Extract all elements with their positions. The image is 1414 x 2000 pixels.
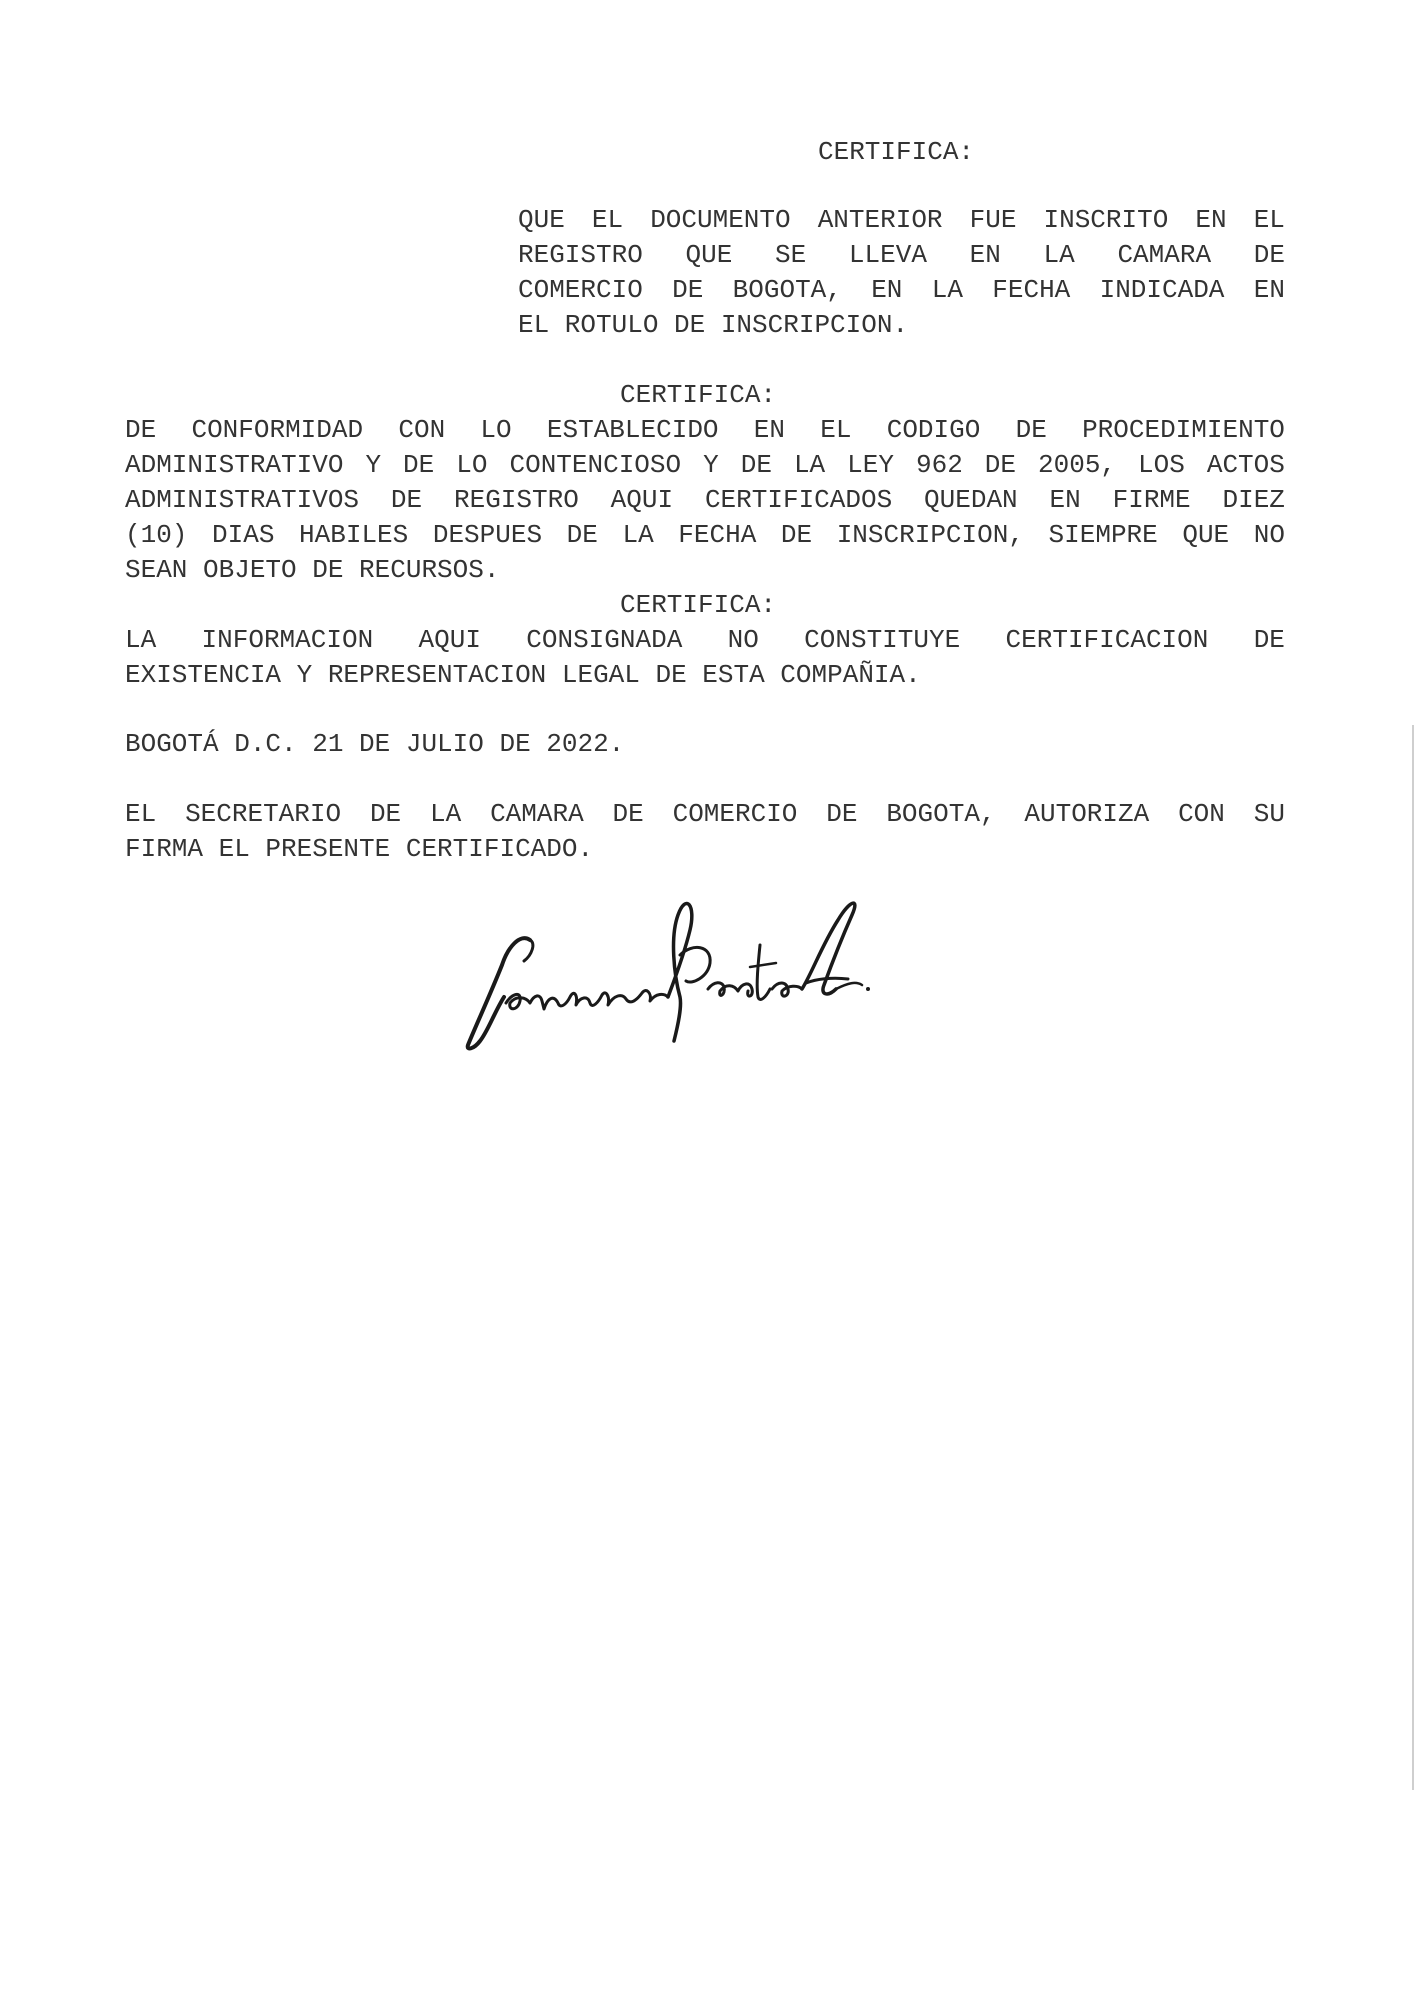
word: EL xyxy=(820,415,852,445)
word: Y xyxy=(703,450,719,480)
signature-icon xyxy=(460,885,940,1055)
word: DE xyxy=(390,485,423,515)
word: DE xyxy=(566,520,598,550)
word: DE xyxy=(740,450,772,480)
word: EL xyxy=(1253,205,1285,235)
word: LEY xyxy=(847,450,894,480)
word: EN xyxy=(1195,205,1227,235)
word: QUE xyxy=(1182,520,1230,550)
word: DE xyxy=(612,799,644,829)
section3-line-1 xyxy=(125,623,1285,658)
word: EN xyxy=(753,415,785,445)
section1-line-1 xyxy=(518,203,1285,238)
word: Y xyxy=(365,450,382,480)
word: CERTIFICADOS xyxy=(704,485,893,515)
word: 2005, xyxy=(1038,450,1117,480)
word: LA xyxy=(430,799,462,829)
word: EL xyxy=(125,799,157,829)
word: AQUI xyxy=(418,625,481,655)
word: LA xyxy=(1043,240,1075,270)
word: CONSTITUYE xyxy=(804,625,961,655)
word: LA xyxy=(931,275,963,305)
word: DIEZ xyxy=(1222,485,1285,515)
word: CONTENCIOSO xyxy=(509,450,682,480)
section2-line-2 xyxy=(125,448,1285,483)
word: CONSIGNADA xyxy=(526,625,683,655)
word: FIRME xyxy=(1112,485,1191,515)
word: QUE xyxy=(685,240,733,270)
word: DE xyxy=(369,799,402,829)
word: DE xyxy=(1253,625,1285,655)
word: DE xyxy=(672,275,704,305)
word: LA xyxy=(793,450,826,480)
word: QUEDAN xyxy=(924,485,1018,515)
section1-heading: CERTIFICA: xyxy=(818,137,975,167)
word: DE xyxy=(826,799,858,829)
word: INSCRITO xyxy=(1043,205,1169,235)
word: EN xyxy=(1049,485,1081,515)
word: DE xyxy=(125,415,157,445)
section1-body xyxy=(518,203,1285,343)
word: CON xyxy=(1178,799,1225,829)
word: DOCUMENTO xyxy=(650,205,791,235)
section1-line-2 xyxy=(518,238,1285,273)
section2-line-5: SEAN OBJETO DE RECURSOS. xyxy=(125,555,500,585)
section1-line-4: EL ROTULO DE INSCRIPCION. xyxy=(518,310,909,340)
section2-heading: CERTIFICA: xyxy=(620,380,777,410)
word: CODIGO xyxy=(886,415,981,445)
word: ADMINISTRATIVO xyxy=(125,450,344,480)
word: DE xyxy=(984,450,1017,480)
word: CAMARA xyxy=(1117,240,1212,270)
word: EL xyxy=(591,205,624,235)
section2-line-1 xyxy=(125,413,1285,448)
word: NO xyxy=(1253,520,1285,550)
word: ACTOS xyxy=(1206,450,1285,480)
word: EN xyxy=(1253,275,1285,305)
secretary-body xyxy=(125,797,1285,867)
word: CERTIFICACION xyxy=(1005,625,1209,655)
word: FECHA xyxy=(992,275,1071,305)
word: PROCEDIMIENTO xyxy=(1082,415,1285,445)
secretary-line-1 xyxy=(125,797,1285,832)
word: LO xyxy=(456,450,488,480)
word: ADMINISTRATIVOS xyxy=(125,485,360,515)
word: FUE xyxy=(969,205,1017,235)
word: COMERCIO xyxy=(672,799,798,829)
word: BOGOTA, xyxy=(886,799,996,829)
word: (10) xyxy=(125,520,188,550)
word: CAMARA xyxy=(490,799,584,829)
section1-line-3 xyxy=(518,273,1285,308)
word: INSCRIPCION, xyxy=(836,520,1024,550)
word: LOS xyxy=(1138,450,1185,480)
word: LA xyxy=(622,520,654,550)
word: DE xyxy=(403,450,435,480)
word: CON xyxy=(398,415,446,445)
word: NO xyxy=(727,625,759,655)
section2-line-3 xyxy=(125,483,1285,518)
word: ANTERIOR xyxy=(817,205,943,235)
word: AUTORIZA xyxy=(1024,799,1150,829)
word: 962 xyxy=(915,450,963,480)
word: QUE xyxy=(518,205,565,235)
word: INFORMACION xyxy=(201,625,374,655)
word: CONFORMIDAD xyxy=(191,415,364,445)
section2-line-4 xyxy=(125,518,1285,553)
section3-line-2: EXISTENCIA Y REPRESENTACION LEGAL DE ESTA COMPAÑIA. xyxy=(125,660,921,690)
word: SE xyxy=(775,240,807,270)
word: REGISTRO xyxy=(453,485,579,515)
section3-heading: CERTIFICA: xyxy=(620,590,777,620)
word: FECHA xyxy=(678,520,757,550)
word: EN xyxy=(871,275,903,305)
word: DE xyxy=(1253,240,1285,270)
word: LA xyxy=(125,625,157,655)
date-line: BOGOTÁ D.C. 21 DE JULIO DE 2022. xyxy=(125,729,625,759)
word: SECRETARIO xyxy=(185,799,342,829)
word: INDICADA xyxy=(1099,275,1225,305)
secretary-line-2: FIRMA EL PRESENTE CERTIFICADO. xyxy=(125,834,594,864)
word: LLEVA xyxy=(848,240,927,270)
word: EN xyxy=(969,240,1001,270)
word: BOGOTA, xyxy=(732,275,842,305)
word: AQUI xyxy=(610,485,674,515)
word: SIEMPRE xyxy=(1048,520,1158,550)
word: DIAS xyxy=(212,520,275,550)
word: REGISTRO xyxy=(518,240,643,270)
section2-body xyxy=(125,413,1285,588)
word: ESTABLECIDO xyxy=(546,415,719,445)
word: DE xyxy=(780,520,813,550)
word: DESPUES xyxy=(432,520,543,550)
section3-body xyxy=(125,623,1285,693)
word: HABILES xyxy=(299,520,409,550)
word: SU xyxy=(1253,799,1285,829)
word: DE xyxy=(1015,415,1047,445)
word: LO xyxy=(480,415,512,445)
word: COMERCIO xyxy=(518,275,643,305)
